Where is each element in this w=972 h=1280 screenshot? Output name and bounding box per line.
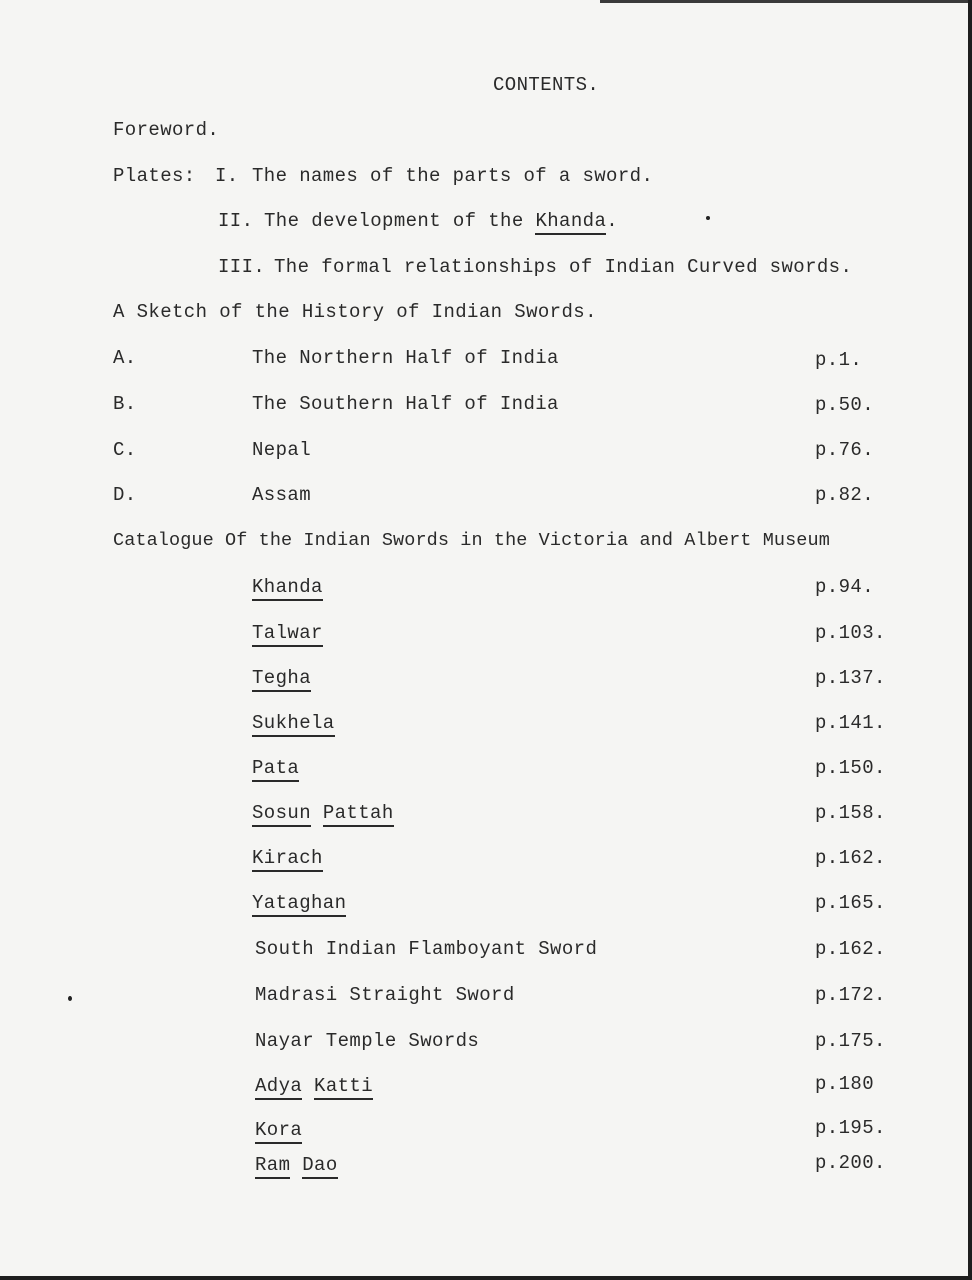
- catalogue-entry-name: Tegha: [252, 667, 311, 689]
- catalogue-entry-name: Sosun Pattah: [252, 802, 394, 824]
- plate-3-title: The formal relationships of Indian Curved swords.: [274, 256, 853, 278]
- section-letter: A.: [113, 347, 137, 369]
- catalogue-entry-name: Khanda: [252, 576, 323, 598]
- ink-speck: [68, 996, 72, 1001]
- catalogue-entry-page: p.137.: [815, 667, 886, 689]
- ink-speck: [706, 216, 710, 220]
- catalogue-entry-page: p.103.: [815, 622, 886, 644]
- catalogue-entry-name: Nayar Temple Swords: [255, 1030, 480, 1052]
- catalogue-title: Catalogue Of the Indian Swords in the Victoria and Albert Museum: [113, 530, 830, 551]
- catalogue-entry-page: p.158.: [815, 802, 886, 824]
- plate-2-underlined-term: Khanda: [535, 210, 606, 235]
- catalogue-entry-page: p.180: [815, 1073, 875, 1095]
- plates-label: Plates:: [113, 165, 196, 187]
- scan-edge-top: [600, 0, 972, 3]
- section-title: The Southern Half of India: [252, 393, 559, 415]
- catalogue-entry-name: Adya Katti: [255, 1075, 373, 1097]
- section-title: Nepal: [252, 439, 312, 461]
- section-title: The Northern Half of India: [252, 347, 559, 369]
- section-letter: D.: [113, 484, 137, 506]
- scan-edge-bottom: [0, 1276, 972, 1280]
- plate-1-numeral: I.: [215, 165, 239, 187]
- section-page: p.1.: [815, 349, 863, 371]
- section-page: p.82.: [815, 484, 875, 506]
- catalogue-entry-page: p.141.: [815, 712, 886, 734]
- foreword-entry: Foreword.: [113, 119, 220, 141]
- catalogue-entry-name: Ram Dao: [255, 1154, 338, 1176]
- catalogue-entry-page: p.175.: [815, 1030, 886, 1052]
- catalogue-entry-page: p.162.: [815, 938, 886, 960]
- plate-2-title: The development of the Khanda.: [264, 210, 618, 232]
- catalogue-entry-page: p.94.: [815, 576, 875, 598]
- page-title: CONTENTS.: [493, 74, 600, 96]
- section-letter: B.: [113, 393, 137, 415]
- catalogue-entry-name: Kirach: [252, 847, 323, 869]
- section-letter: C.: [113, 439, 137, 461]
- catalogue-entry-name: South Indian Flamboyant Sword: [255, 938, 598, 960]
- section-page: p.50.: [815, 394, 875, 416]
- plate-1-title: The names of the parts of a sword.: [252, 165, 654, 187]
- catalogue-entry-page: p.150.: [815, 757, 886, 779]
- plate-3-numeral: III.: [218, 256, 266, 278]
- section-page: p.76.: [815, 439, 875, 461]
- catalogue-entry-name: Yataghan: [252, 892, 346, 914]
- catalogue-entry-page: p.195.: [815, 1117, 886, 1139]
- scan-edge-right: [968, 0, 972, 1280]
- catalogue-entry-page: p.172.: [815, 984, 886, 1006]
- plate-2-numeral: II.: [218, 210, 254, 232]
- catalogue-entry-page: p.165.: [815, 892, 886, 914]
- catalogue-entry-name: Pata: [252, 757, 299, 779]
- sketch-title: A Sketch of the History of Indian Swords.: [113, 301, 597, 323]
- catalogue-entry-name: Madrasi Straight Sword: [255, 984, 515, 1006]
- catalogue-entry-name: Kora: [255, 1119, 302, 1141]
- catalogue-entry-name: Sukhela: [252, 712, 335, 734]
- catalogue-entry-page: p.162.: [815, 847, 886, 869]
- catalogue-entry-page: p.200.: [815, 1152, 886, 1174]
- section-title: Assam: [252, 484, 312, 506]
- catalogue-entry-name: Talwar: [252, 622, 323, 644]
